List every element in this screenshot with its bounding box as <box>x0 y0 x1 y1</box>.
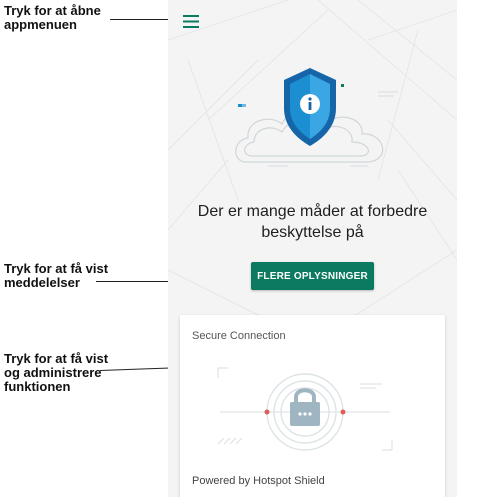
shield-info-icon <box>284 68 336 146</box>
menu-hint-leader <box>110 19 170 20</box>
hamburger-menu-icon <box>182 15 200 28</box>
card-title: Secure Connection <box>192 330 286 342</box>
card-footer: Powered by Hotspot Shield <box>192 475 325 487</box>
notifications-hint-text: Tryk for at få vist meddelelser <box>4 261 109 290</box>
feature-hint-text: Tryk for at få vist og administrere funktionen <box>4 351 109 394</box>
secure-connection-card[interactable] <box>180 315 445 497</box>
headline: Der er mange måder at forbedre beskyttelse på <box>197 203 428 241</box>
menu-hint-text: Tryk for at åbne appmenuen <box>4 3 101 32</box>
menu-button[interactable] <box>179 11 203 31</box>
lock-signal-icon <box>210 360 400 455</box>
app-screen <box>168 0 457 497</box>
more-info-button[interactable]: FLERE OPLYSNINGER <box>251 262 374 290</box>
hero-illustration <box>228 62 408 177</box>
